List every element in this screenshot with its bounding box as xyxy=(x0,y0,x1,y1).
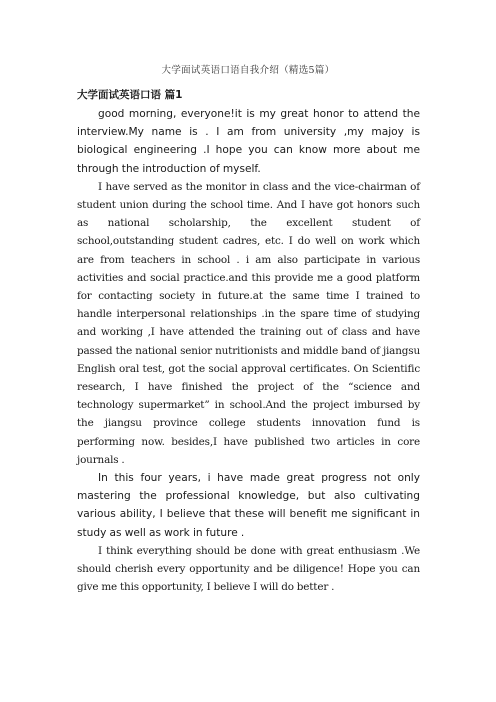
document-body xyxy=(77,86,420,596)
page-header: 大学面试英语口语自我介绍（精选5篇） xyxy=(161,65,335,76)
paragraph-2: I have served as the monitor in class and the vice-chairman of student union during the school time. And I have got honors such as national scholarship, the excellent student of school,outstanding student cadres, etc. I do well on work which are from teachers in school . i am also participate in various activities and social practice.and this provide me a good platform for contacting society in future.at the same time I trained to handle interpersonal relationships .in the spare time of studying and working ,I have attended the training out of class and have passed the national senior nutritionists and middle band of jiangsu English oral test, got the social approval certificates. On Scientific research, I have finished the project of the “science and technology supermarket” in school.And the project imbursed by the jiangsu province college students innovation fund is performing now. besides,I have published two articles in core journals . xyxy=(77,180,420,466)
paragraph-3: In this four years, i have made great progress not only mastering the professional knowledge, but also cultivating various ability, I believe that these will benefit me significant in study as well as work in future . xyxy=(77,472,420,539)
section-title: 大学面试英语口语 篇1 xyxy=(77,89,183,101)
paragraph-1: good morning, everyone!it is my great honor to attend the interview.My name is . I am from university ,my majoy is biological engineering .I hope you can know more about me through the introduction of myself. xyxy=(77,108,420,175)
paragraph-4: I think everything should be done with great enthusiasm .We should cherish every opportunity and be diligence! Hope you can give me this opportunity, I believe I will do better . xyxy=(77,544,420,594)
